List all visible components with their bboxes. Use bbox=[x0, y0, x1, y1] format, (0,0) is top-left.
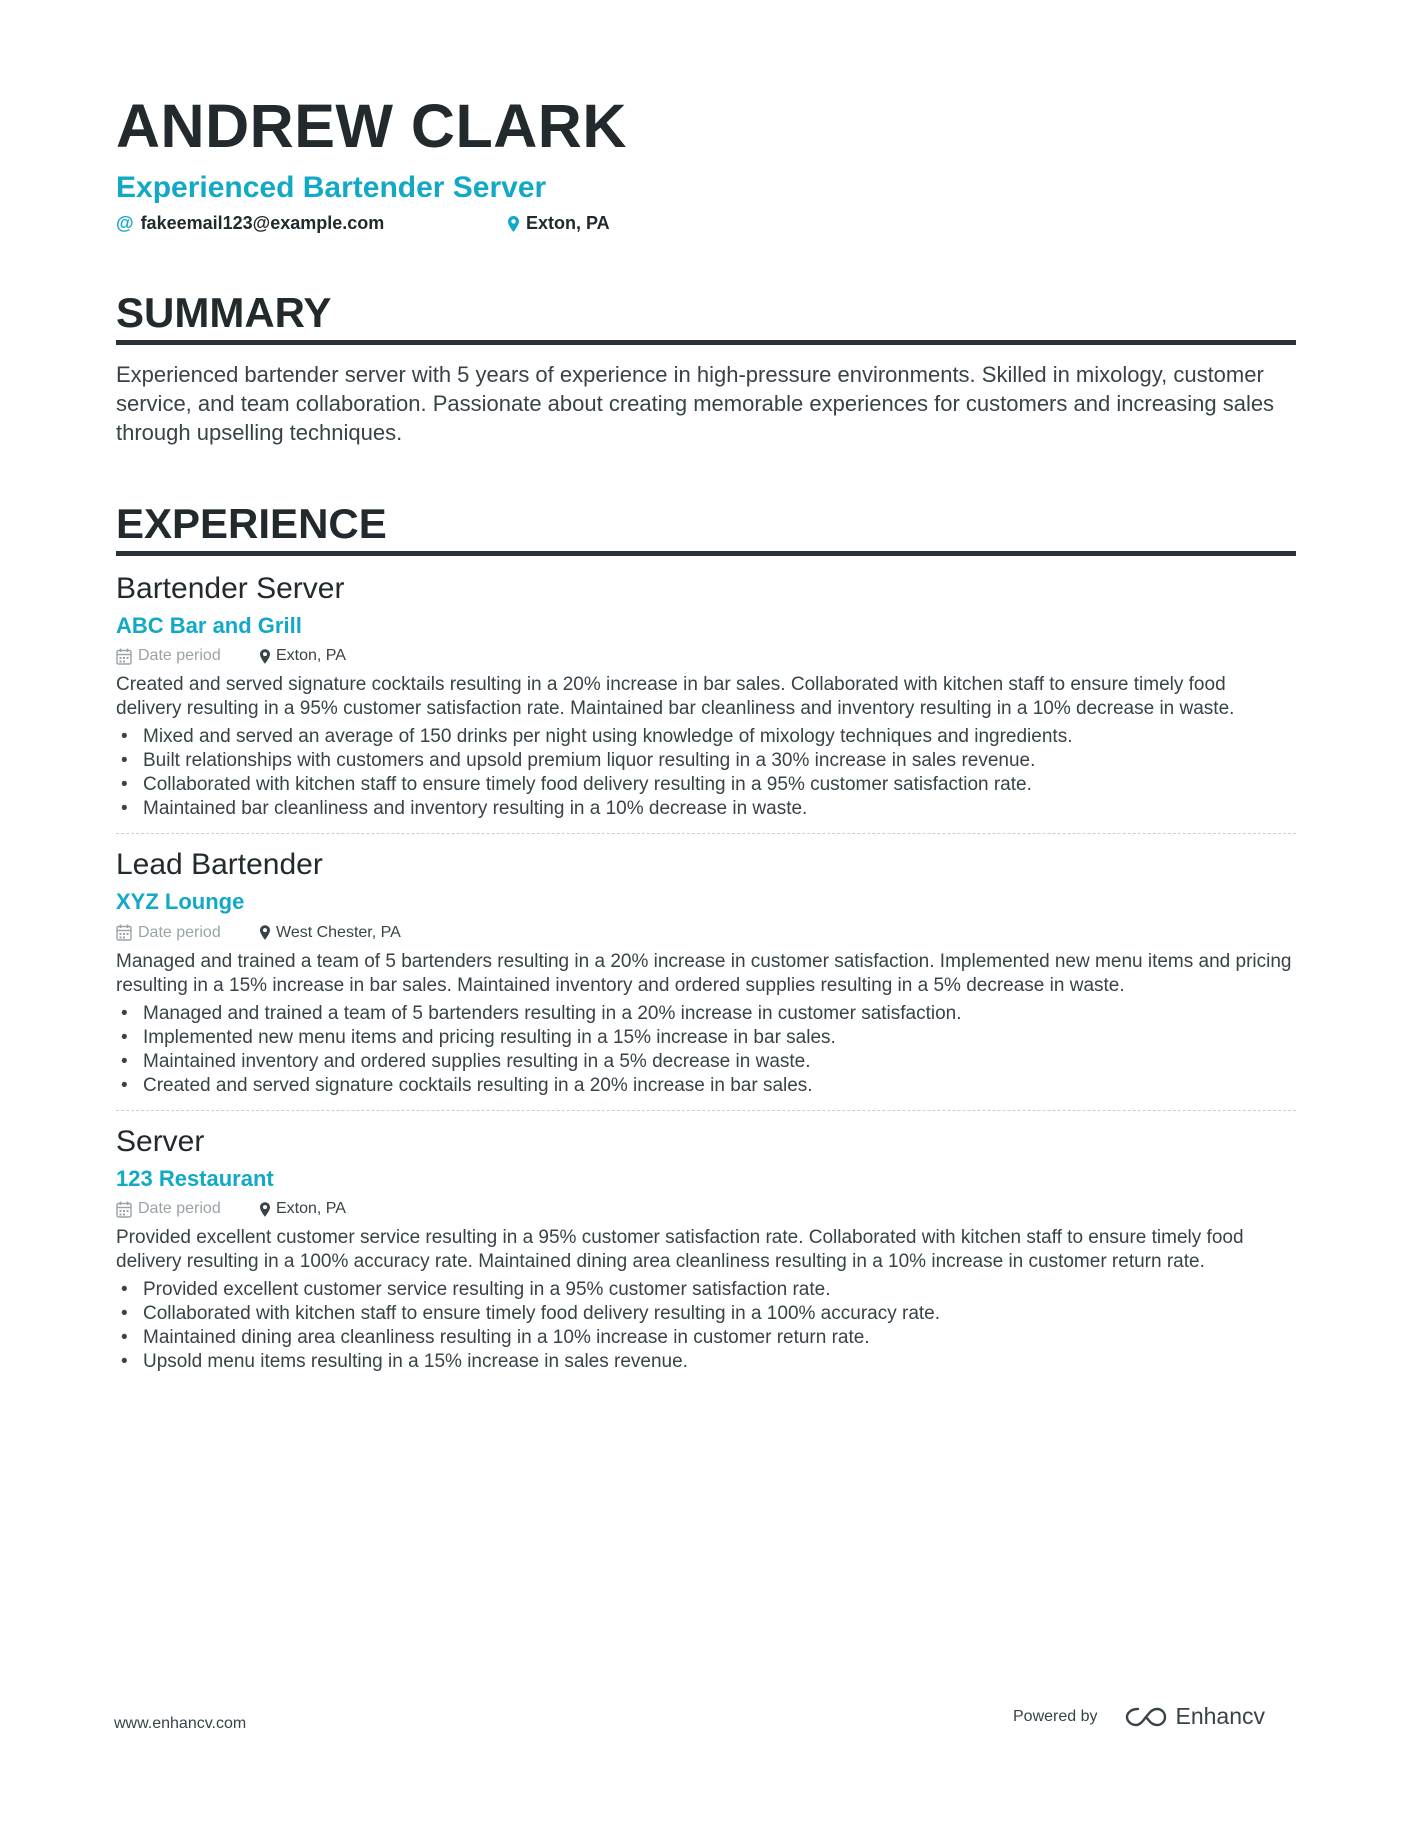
job-bullets bbox=[116, 725, 1296, 821]
experience-list bbox=[116, 556, 1296, 1386]
job-company: XYZ Lounge bbox=[116, 889, 245, 915]
footer-website[interactable]: www.enhancv.com bbox=[114, 1715, 247, 1732]
job-description: Provided excellent customer service resulting in a 95% customer satisfaction rate. Collaborated with kitchen staff to ensure timely food delivery resulting in a 100% accuracy rate. Maintained dining area cleanliness resulting in a 10% increase in customer return rate. bbox=[116, 1227, 1244, 1273]
job-meta bbox=[116, 1200, 1296, 1218]
calendar-icon bbox=[116, 924, 132, 941]
candidate-title: Experienced Bartender Server bbox=[116, 171, 547, 204]
job-bullet: • Created and served signature cocktails resulting in a 20% increase in bar sales. bbox=[116, 1074, 1296, 1098]
job-company: 123 Restaurant bbox=[116, 1165, 274, 1191]
contact-email bbox=[116, 213, 508, 234]
job-bullet: • Provided excellent customer service resulting in a 95% customer satisfaction rate. bbox=[116, 1278, 1296, 1302]
job-meta bbox=[116, 647, 1296, 665]
job-location bbox=[260, 924, 401, 942]
brand-name: Enhancv bbox=[1175, 1703, 1266, 1729]
job-role: Lead Bartender bbox=[116, 848, 323, 882]
experience-entry bbox=[116, 1111, 1296, 1386]
summary-section bbox=[116, 289, 1296, 447]
job-meta bbox=[116, 924, 1296, 942]
experience-section bbox=[116, 500, 1296, 1386]
job-date bbox=[116, 647, 260, 665]
job-location-text: Exton, PA bbox=[276, 1200, 346, 1218]
map-pin-icon bbox=[508, 216, 519, 232]
map-pin-icon bbox=[260, 1202, 270, 1217]
footer-branding bbox=[1013, 1703, 1265, 1730]
job-description: Created and served signature cocktails resulting in a 20% increase in bar sales. Collaborated with kitchen staff to ensure timely food delivery resulting in a 95% customer satisfaction rate. Maintained bar cleanliness and inventory resulting in a 10% decrease in waste. bbox=[116, 674, 1235, 720]
job-bullet: • Managed and trained a team of 5 bartenders resulting in a 20% increase in customer satisfaction. bbox=[116, 1002, 1296, 1026]
powered-by-label: Powered by bbox=[1013, 1707, 1098, 1725]
contact-location bbox=[508, 213, 610, 234]
job-location bbox=[260, 647, 346, 665]
job-bullets bbox=[116, 1278, 1296, 1374]
experience-entry bbox=[116, 834, 1296, 1110]
job-role: Server bbox=[116, 1124, 205, 1158]
job-location-text: West Chester, PA bbox=[276, 923, 401, 941]
experience-heading: EXPERIENCE bbox=[116, 503, 1296, 556]
job-bullet: • Built relationships with customers and upsold premium liquor resulting in a 30% increase in sales revenue. bbox=[116, 749, 1296, 773]
job-bullet: • Maintained dining area cleanliness resulting in a 10% increase in customer return rate. bbox=[116, 1326, 1296, 1350]
job-location bbox=[260, 1200, 346, 1218]
job-date bbox=[116, 924, 260, 942]
job-date-text: Date period bbox=[138, 647, 221, 665]
job-location-text: Exton, PA bbox=[276, 647, 346, 665]
job-bullet: • Collaborated with kitchen staff to ensure timely food delivery resulting in a 95% customer satisfaction rate. bbox=[116, 773, 1296, 797]
contact-row bbox=[116, 213, 1296, 234]
job-bullet: • Mixed and served an average of 150 drinks per night using knowledge of mixology techniques and ingredients. bbox=[116, 725, 1296, 749]
map-pin-icon bbox=[260, 925, 270, 940]
job-role: Bartender Server bbox=[116, 572, 345, 605]
candidate-name: ANDREW CLARK bbox=[116, 92, 627, 160]
email-text[interactable]: fakeemail123@example.com bbox=[140, 213, 385, 233]
summary-text: Experienced bartender server with 5 years of experience in high-pressure environments. Skilled in mixology, customer service, and team collaboration. Passionate about creating memorable experiences for customers and increasing sales through upselling techniques. bbox=[116, 362, 1275, 445]
job-description: Managed and trained a team of 5 bartenders resulting in a 20% increase in customer satisfaction. Implemented new menu items and pricing resulting in a 15% increase in bar sales. Maintained inventory and ordered supplies resulting in a 5% decrease in waste. bbox=[116, 950, 1292, 996]
summary-heading: SUMMARY bbox=[116, 292, 1296, 345]
experience-entry bbox=[116, 556, 1296, 834]
job-bullet: • Maintained inventory and ordered supplies resulting in a 5% decrease in waste. bbox=[116, 1050, 1296, 1074]
brand-logo[interactable] bbox=[1124, 1703, 1266, 1730]
job-date-text: Date period bbox=[138, 923, 221, 941]
enhancv-logo-icon bbox=[1124, 1705, 1168, 1729]
job-date-text: Date period bbox=[138, 1200, 221, 1218]
job-date bbox=[116, 1200, 260, 1218]
location-text: Exton, PA bbox=[526, 213, 610, 233]
map-pin-icon bbox=[260, 649, 270, 664]
job-bullet: • Collaborated with kitchen staff to ensure timely food delivery resulting in a 100% accuracy rate. bbox=[116, 1302, 1296, 1326]
job-company: ABC Bar and Grill bbox=[116, 613, 302, 638]
job-bullet: • Upsold menu items resulting in a 15% increase in sales revenue. bbox=[116, 1350, 1296, 1374]
at-icon: @ bbox=[116, 213, 134, 233]
job-bullet: • Maintained bar cleanliness and inventory resulting in a 10% decrease in waste. bbox=[116, 797, 1296, 821]
job-bullet: • Implemented new menu items and pricing resulting in a 15% increase in bar sales. bbox=[116, 1026, 1296, 1050]
job-bullets bbox=[116, 1002, 1296, 1098]
calendar-icon bbox=[116, 648, 132, 665]
resume-page bbox=[116, 92, 1296, 1386]
calendar-icon bbox=[116, 1201, 132, 1218]
